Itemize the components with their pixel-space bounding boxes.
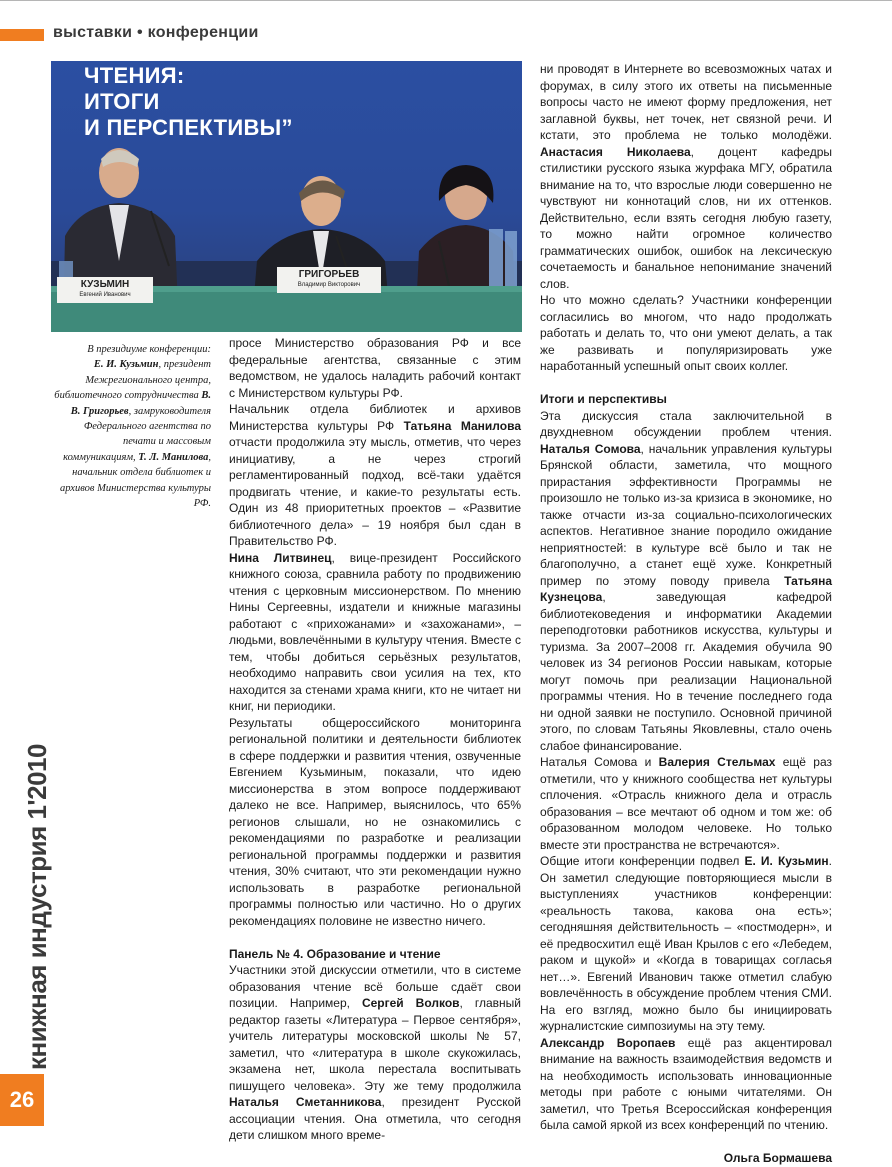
person-name: Александр Воропаев [540, 1035, 676, 1050]
paragraph [540, 754, 832, 853]
paragraph: просе Министерство образования РФ и все федеральные агентства, связанные с этим ведомством, не удалось наладить рабочий контакт с Министерством культуры РФ. [229, 336, 521, 400]
spacer [229, 929, 521, 946]
page-number: 26 [0, 1074, 44, 1126]
paragraph [229, 962, 521, 1144]
caption-name: Е. И. Кузьмин [93, 359, 159, 371]
section-rubric: выставки • конференции [53, 24, 259, 41]
text: Эта дискуссия стала заключительной в двухдневном обсуждении проблем чтения. [540, 408, 832, 439]
text: , начальник управления культуры Брянской области, заметила, что мощного прирастания эффективности Программы не произошло не только из-за кризиса в экономике, но также отчасти из-за социально-психологических аспектов. Негативное знание породило ожидание неприятностей: в культуре всё было и так не благополучно, а станет ещё хуже. Конкретный пример по этому поводу привела [540, 441, 832, 588]
top-rule [0, 0, 892, 1]
paragraph [229, 401, 521, 550]
text: , заведующая кафедрой библиотековедения и информатики Академии переподготовки работников искусства, культуры и туризма. За 2007–2008 гг. Академия обучила 90 человек из 34 регионов России навыкам, которые могут помочь при реализации Национальной программы чтения. Но в течение последнего года ни одной заявки не поступило. Основной причиной этого, по словам Татьяны Яковлевны, стало очень слабое финансирование. [540, 590, 832, 753]
person-name: Наталья Сметанникова [229, 1095, 382, 1109]
nameplate-kuzmin [57, 279, 153, 301]
text: Участники этой дискуссии отметили, что в системе образования чтение всё больше сдаёт свои позиции. Например, [229, 963, 521, 1010]
rubric-accent-bar [0, 29, 44, 41]
nameplate-surname: ГРИГОРЬЕВ [298, 269, 360, 280]
nameplate-surname: КУЗЬМИН [80, 279, 130, 290]
photo-caption [51, 342, 211, 511]
article-column-1 [229, 335, 521, 1144]
magazine-title: книжная индустрия 1'2010 [22, 744, 52, 1070]
text: , вице-президент Российского книжного союза, сравнила работу по продвижению чтения с церковным миссионерством. По мнению Нины Сергеевны, издатели и книжные магазины работают с «прихожанами» и «захожанами», – людьми, вовлечёнными в культуру чтения. Вместе с тем, чтобы добиться серьёзных результатов, необходимо направить свои усилия на тех, кто находится за стенами храма книги, кто не читает ни книг, ни периодики. [229, 550, 521, 713]
text: ещё раз акцентировал внимание на важность взаимодействия ведомств и на необходимость использовать инновационные методы при работе с юными читателями. Он заметил, что Третья Всероссийская конференция была самой яркой из всех конференций по чтению. [540, 1035, 832, 1132]
article-author: Ольга Бормашева [723, 1151, 832, 1165]
paragraph [540, 1035, 832, 1134]
caption-text: , замруководителя Федерального агентства по печати и массовым коммуникациям, [63, 405, 211, 463]
conference-photo [51, 61, 522, 332]
paragraph [540, 61, 832, 292]
person-name: Валерия Стельмах [658, 755, 776, 769]
text: , доцент кафедры стилистики русского языка журфака МГУ, обратила внимание на то, что взрослые люди совершенно не чувствуют ни коннотаций слов, ни их оттенков. Действительно, если взять сегодня любую газету, то можно найти огромное количество грамматических ошибок, ошибок на лексическую сочетаемость и банальное непонимание значений слов. [540, 144, 833, 291]
paragraph [540, 408, 832, 755]
spacer [540, 1134, 832, 1151]
paragraph [540, 853, 832, 1035]
text: , президент Русской ассоциации чтения. Она отметила, что сегодня дети слишком много време- [229, 1095, 522, 1142]
caption-text: В президиуме конференции: [87, 344, 211, 355]
spacer [540, 375, 832, 392]
banner-text: ЧТЕНИЯ: ИТОГИ И ПЕРСПЕКТИВЫ” [84, 63, 293, 140]
text: ни проводят в Интернете во всевозможных чатах и форумах, в силу этого их ответы на письменные вопросы часто не имеют форму предложения, нет заглавной буквы, нет точек, нет связной речи. И кстати, это проблема не только молодёжи. [540, 62, 832, 142]
paragraph: Но что можно сделать? Участники конференции согласились во многом, что надо продолжать работать и делать то, что они умеют делать, а так же развивать и популяризировать уже наработанный успешный опыт своих коллег. [540, 293, 832, 373]
nameplate-firstname: Евгений Иванович [79, 292, 131, 298]
article-column-2 [540, 61, 832, 1167]
person-name: Сергей Волков [361, 996, 460, 1010]
paragraph: Результаты общероссийского мониторинга региональной политики и деятельности библиотек в сфере поддержки и развития чтения, озвученные Евгением Кузьминым, показали, что идею миссионерства в этом вопросе поддерживают далеко не все. Например, выяснилось, что 65% регионов слышали, но не ознакомились с рекомендациями по разработке и реализации региональной программы поддержки и развития чтения, 30% считают, что эти рекомендации нужно использовать в разработке региональной программы полностью или частично. Но о других рекомендациях половине не известно ничего. [229, 715, 521, 928]
person-name: Нина Литвинец [229, 550, 332, 565]
text: Начальник отдела библиотек и архивов Министерства культуры РФ [229, 402, 521, 433]
section-heading: Панель № 4. Образование и чтение [229, 946, 441, 961]
caption-text: , президент Межрегионального центра, библиотечного сотрудничества [54, 359, 211, 402]
person-name: Татьяна Кузнецова [540, 573, 832, 604]
section-heading: Итоги и перспективы [540, 392, 667, 406]
paragraph [229, 550, 521, 715]
caption-text: , начальник отдела библиотек и архивов Министерства культуры РФ. [60, 451, 211, 510]
text: ещё раз отметили, что у книжного сообщества нет культуры сплочения. «Отрасль книжного дела и отрасль образования – все мечтают об одном и том же: об образованном молодом человеке. Но только вместе эти пространства не встречаются». [540, 755, 832, 852]
nameplate-firstname: Владимир Викторович [297, 282, 361, 288]
text: Общие итоги конференции подвел [540, 854, 745, 868]
text: . Он заметил следующие повторяющиеся мысли в выступлениях участников конференции: «реальность такова, какова она есть»; сегодняшняя действительность – «постмодерн», и её предвосхитил ещё Иван Крылов с его «Лебедем, раком и щукой» и «Когда в товарищах согласья нет…». Евгений Иванович также отметил слабую вовлечённость в обсуждение проблем чтения СМИ. На его взгляд, можно было бы инициировать журналистские симпозиумы на эту тему. [540, 854, 832, 1033]
nameplate-grigoriev [277, 269, 381, 291]
person-name: Татьяна Манилова [403, 418, 521, 433]
person-name: Наталья Сомова [540, 441, 641, 456]
text: , главный редактор газеты «Литература – Первое сентября», учитель литературы московской школы № 57, заметил, что «литература в школе скукожилась, экзамена нет, школа перестала воспитывать пишущего человека». Эту же тему продолжила [229, 996, 521, 1093]
person-name: Анастасия Николаева [540, 144, 691, 159]
caption-name: В. В. Григорьев [70, 390, 211, 417]
text: Наталья Сомова и [540, 755, 659, 769]
person-name: Е. И. Кузьмин [744, 854, 829, 868]
caption-name: Т. Л. Манилова [138, 451, 209, 463]
text: отчасти продолжила эту мысль, отметив, что через инициативу, а не через строгий регламентированный подход, всё-таки удаётся продвигать чтение, и какие-то результаты есть. Один из 48 приоритетных проектов – «Развитие библиотечного дела» – 19 ноября был сдан в Правительство РФ. [229, 435, 521, 548]
